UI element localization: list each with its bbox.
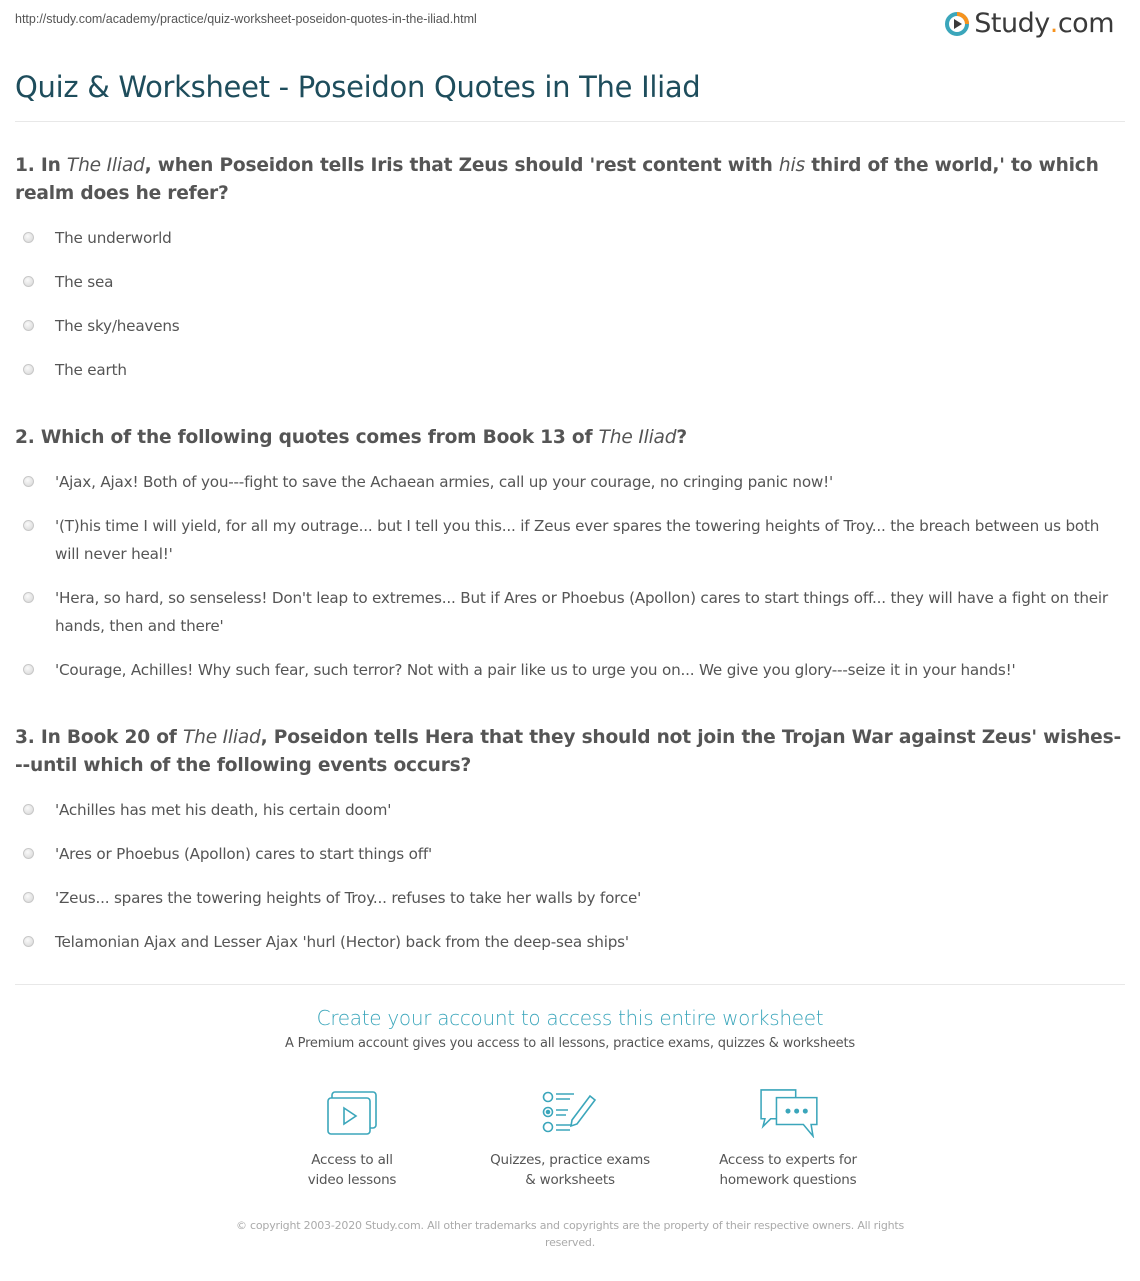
answer-option[interactable]: [15, 840, 1128, 868]
answer-label: 'Courage, Achilles! Why such fear, such terror? Not with a pair like us to urge you on... We give you glory---seize it in your hands!': [55, 661, 1016, 679]
answer-option[interactable]: [15, 512, 1128, 568]
feature-line: & worksheets: [525, 1172, 615, 1188]
feature-line: Access to experts for: [719, 1152, 857, 1168]
chat-bubbles-icon: [756, 1088, 820, 1138]
radio-button[interactable]: [23, 664, 34, 675]
question-italic-text: The Iliad: [182, 727, 261, 748]
page-url: http://study.com/academy/practice/quiz-worksheet-poseidon-quotes-in-the-iliad.html: [15, 12, 477, 26]
radio-button[interactable]: [23, 476, 34, 487]
answer-label: 'Achilles has met his death, his certain doom': [55, 801, 392, 819]
question-text: , Poseidon tells Hera that they should not join the Trojan War against Zeus' wishes---until which of the following events occurs?: [15, 727, 1121, 776]
video-lessons-icon: [326, 1088, 378, 1138]
radio-button[interactable]: [23, 320, 34, 331]
radio-button[interactable]: [23, 936, 34, 947]
answer-option[interactable]: [15, 224, 1128, 252]
answer-label: 'Ajax, Ajax! Both of you---fight to save the Achaean armies, call up your courage, no cringing panic now!': [55, 473, 833, 491]
answer-option[interactable]: [15, 312, 1128, 340]
divider: [15, 121, 1125, 122]
page-title: Quiz & Worksheet - Poseidon Quotes in The Iliad: [15, 70, 701, 104]
play-circle-logo-icon: [944, 11, 970, 37]
feature-line: Access to all: [311, 1152, 393, 1168]
answer-option[interactable]: [15, 356, 1128, 384]
question-2: [15, 424, 1128, 452]
question-italic-text: The Iliad: [66, 155, 145, 176]
question-3: [15, 724, 1128, 780]
radio-button[interactable]: [23, 592, 34, 603]
radio-button[interactable]: [23, 364, 34, 375]
answer-label: Telamonian Ajax and Lesser Ajax 'hurl (Hector) back from the deep-sea ships': [55, 933, 629, 951]
feature-line: video lessons: [307, 1172, 397, 1188]
feature-video-lessons: [268, 1088, 436, 1190]
radio-button[interactable]: [23, 848, 34, 859]
answer-label: The sky/heavens: [55, 317, 180, 335]
question-italic-text: his: [778, 155, 805, 176]
question-text: third of the world,' to which realm does he refer?: [15, 155, 1099, 204]
question-text: , when Poseidon tells Iris that Zeus should 'rest content with: [144, 155, 779, 176]
answer-option[interactable]: [15, 796, 1128, 824]
logo-tld: com: [1057, 8, 1114, 39]
quiz-checklist-icon: [542, 1088, 598, 1138]
question-text: 1. In: [15, 155, 67, 176]
question-text: 3. In Book 20 of: [15, 727, 183, 748]
question-text: 2. Which of the following quotes comes from Book 13 of: [15, 427, 599, 448]
logo-dot: .: [1049, 8, 1058, 39]
radio-button[interactable]: [23, 276, 34, 287]
answer-label: 'Zeus... spares the towering heights of Troy... refuses to take her walls by force': [55, 889, 642, 907]
answer-label: 'Hera, so hard, so senseless! Don't leap to extremes... But if Ares or Phoebus (Apollon) cares to start things off... they will have a fight on their hands, then and there': [55, 589, 1108, 635]
answer-option[interactable]: [15, 584, 1128, 640]
study-logo[interactable]: [944, 8, 1114, 39]
answer-options: [15, 468, 1128, 684]
question-1: [15, 152, 1128, 208]
question-italic-text: The Iliad: [598, 427, 677, 448]
radio-button[interactable]: [23, 232, 34, 243]
answer-option[interactable]: [15, 884, 1128, 912]
answer-option[interactable]: [15, 928, 1128, 956]
feature-line: homework questions: [719, 1172, 857, 1188]
divider: [15, 984, 1125, 985]
premium-features: [0, 1088, 1140, 1190]
answer-option[interactable]: [15, 268, 1128, 296]
feature-line: Quizzes, practice exams: [490, 1152, 650, 1168]
answer-label: '(T)his time I will yield, for all my outrage... but I tell you this... if Zeus ever spares the towering heights of Troy... the breach between us both will never heal!': [55, 517, 1100, 563]
question-text: ?: [676, 427, 687, 448]
answer-label: The sea: [55, 273, 114, 291]
cta-title-link[interactable]: Create your account to access this entire worksheet: [316, 1006, 824, 1030]
answer-option[interactable]: [15, 468, 1128, 496]
cta-subtitle: A Premium account gives you access to all lessons, practice exams, quizzes & worksheets: [285, 1036, 855, 1051]
answer-options: [15, 796, 1128, 956]
answer-label: 'Ares or Phoebus (Apollon) cares to start things off': [55, 845, 432, 863]
answer-label: The underworld: [55, 229, 172, 247]
logo-brand: Study: [974, 8, 1050, 39]
radio-button[interactable]: [23, 804, 34, 815]
answer-option[interactable]: [15, 656, 1128, 684]
radio-button[interactable]: [23, 892, 34, 903]
quiz-questions: [15, 152, 1128, 996]
feature-quizzes: [486, 1088, 654, 1190]
answer-label: The earth: [55, 361, 127, 379]
answer-options: [15, 224, 1128, 384]
signup-cta: [0, 1006, 1140, 1051]
feature-experts: [704, 1088, 872, 1190]
radio-button[interactable]: [23, 520, 34, 531]
copyright: © copyright 2003-2020 Study.com. All other trademarks and copyrights are the property of their respective owners. All rights reserved.: [235, 1219, 905, 1249]
